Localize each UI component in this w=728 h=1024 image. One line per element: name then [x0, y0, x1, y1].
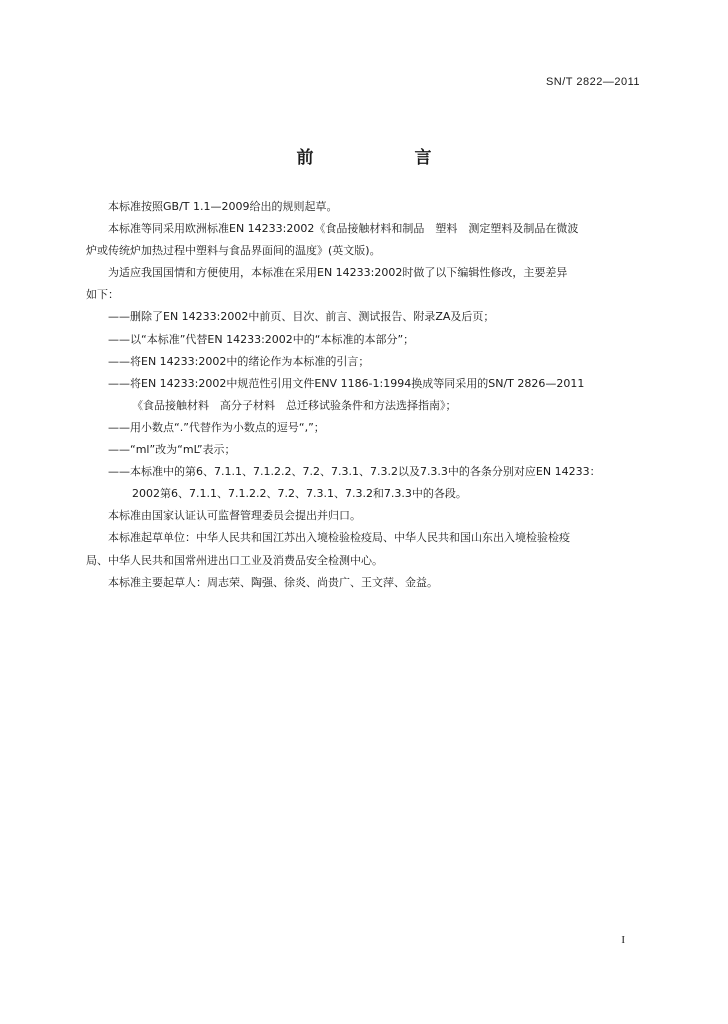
- list-item-introduction: ——将EN 14233:2002中的绪论作为本标准的引言；: [108, 354, 370, 368]
- paragraph-adoption-line2: 炉或传统炉加热过程中塑料与食品界面间的温度》(英文版)。: [86, 244, 381, 258]
- paragraph-modifications-line2: 如下：: [86, 288, 119, 302]
- standard-code: SN/T 2822—2011: [545, 76, 640, 88]
- document-body: [86, 196, 642, 594]
- paragraph-proposed-by: 本标准由国家认证认可监督管理委员会提出并归口。: [108, 509, 361, 523]
- list-item-normative-reference-line2: 《食品接触材料 高分子材料 总迁移试验条件和方法选择指南》；: [132, 398, 457, 412]
- list-item-deleted-sections: ——删除了EN 14233:2002中前页、目次、前言、测试报告、附录ZA及后页；: [108, 310, 495, 324]
- list-item-clause-mapping-line1: ——本标准中的第6、7.1.1、7.1.2.2、7.2、7.3.1、7.3.2以及7.3.3中的各条分别对应EN 14233：: [108, 465, 601, 479]
- list-item-clause-mapping-line2: 2002第6、7.1.1、7.1.2.2、7.2、7.3.1、7.3.2和7.3.3中的各段。: [132, 487, 467, 501]
- list-item-normative-reference-line1: ——将EN 14233:2002中规范性引用文件ENV 1186-1:1994换成等同采用的SN/T 2826—2011: [108, 376, 585, 390]
- paragraph-drafting-units-line2: 局、中华人民共和国常州进出口工业及消费品安全检测中心。: [86, 553, 383, 567]
- list-item-decimal-point: ——用小数点“.”代替作为小数点的逗号“,”；: [108, 420, 325, 434]
- paragraph-drafting-units-line1: 本标准起草单位：中华人民共和国江苏出入境检验检疫局、中华人民共和国山东出入境检验检疫: [108, 531, 570, 545]
- paragraph-drafting-rule: 本标准按照GB/T 1.1—2009给出的规则起草。: [108, 200, 338, 213]
- page-number: I: [621, 934, 625, 946]
- list-item-standard-replacement: ——以“本标准”代替EN 14233:2002中的“本标准的本部分”；: [108, 332, 415, 346]
- page-title: 前 言: [296, 148, 474, 168]
- paragraph-drafters: 本标准主要起草人：周志荣、陶强、徐炎、尚贵广、王文萍、金益。: [108, 575, 438, 589]
- paragraph-adoption-line1: 本标准等同采用欧洲标准EN 14233:2002《食品接触材料和制品 塑料 测定塑料及制品在微波: [108, 222, 579, 236]
- paragraph-modifications-line1: 为适应我国国情和方便使用，本标准在采用EN 14233:2002时做了以下编辑性修改，主要差异: [108, 266, 568, 280]
- list-item-unit-ml: ——“ml”改为“mL”表示；: [108, 443, 236, 457]
